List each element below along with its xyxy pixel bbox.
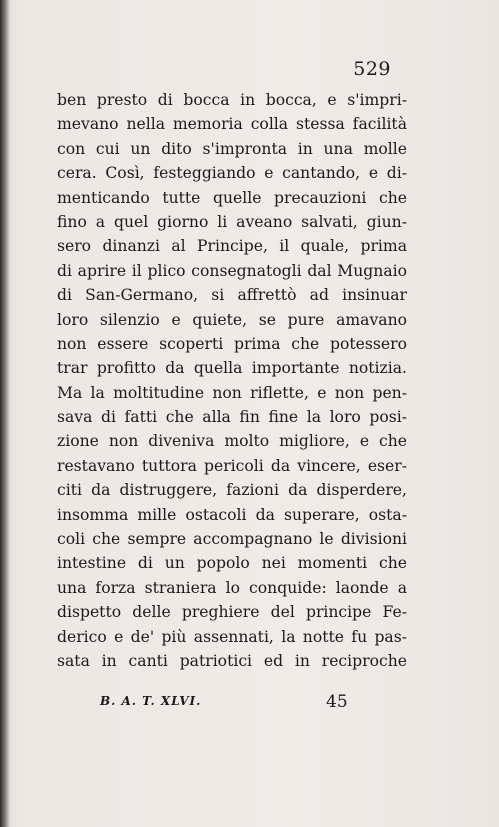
page-footer xyxy=(100,692,360,714)
text-line: zione non diveniva molto migliore, e che xyxy=(57,432,407,451)
binding-edge xyxy=(0,0,10,827)
text-line: sero dinanzi al Principe, il quale, prima xyxy=(57,237,407,256)
text-line: derico e de' più assennati, la notte fu pas- xyxy=(57,627,407,646)
text-line: di San-Germano, si affrettò ad insinuar xyxy=(57,286,407,305)
text-line: fino a quel giorno li aveano salvati, giun- xyxy=(57,212,407,231)
text-line: intestine di un popolo nei momenti che xyxy=(57,554,407,573)
printer-signature: B. A. T. XLVI. xyxy=(100,694,202,708)
text-line: dispetto delle preghiere del principe Fe- xyxy=(57,603,407,622)
page-number: 529 xyxy=(353,58,391,80)
text-line: una forza straniera lo conquide: laonde a xyxy=(57,578,407,597)
text-line: Ma la moltitudine non riflette, e non pen- xyxy=(57,383,407,402)
sheet-number: 45 xyxy=(326,692,348,712)
text-line: coli che sempre accompagnano le divisioni xyxy=(57,530,407,549)
text-line: ben presto di bocca in bocca, e s'impri- xyxy=(57,91,407,109)
text-line: sava di fatti che alla fin fine la loro posi- xyxy=(57,408,407,427)
text-line: cera. Così, festeggiando e cantando, e di- xyxy=(57,164,407,183)
text-line: trar profitto da quella importante notizia. xyxy=(57,359,407,378)
text-line: mevano nella memoria colla stessa facilità xyxy=(57,115,407,134)
text-line: restavano tuttora pericoli da vincere, eser- xyxy=(57,456,407,475)
text-line: non essere scoperti prima che potessero xyxy=(57,334,407,353)
text-line: citi da distruggere, fazioni da disperdere, xyxy=(57,481,407,500)
text-line: con cui un dito s'impronta in una molle xyxy=(57,139,407,158)
text-line: loro silenzio e quiete, se pure amavano xyxy=(57,310,407,329)
body-text xyxy=(57,88,407,673)
text-line: di aprire il plico consegnatogli dal Mugnaio xyxy=(57,261,407,280)
text-line: insomma mille ostacoli da superare, osta- xyxy=(57,505,407,524)
text-line: menticando tutte quelle precauzioni che xyxy=(57,188,407,207)
text-line: sata in canti patriotici ed in reciproche xyxy=(57,651,407,670)
